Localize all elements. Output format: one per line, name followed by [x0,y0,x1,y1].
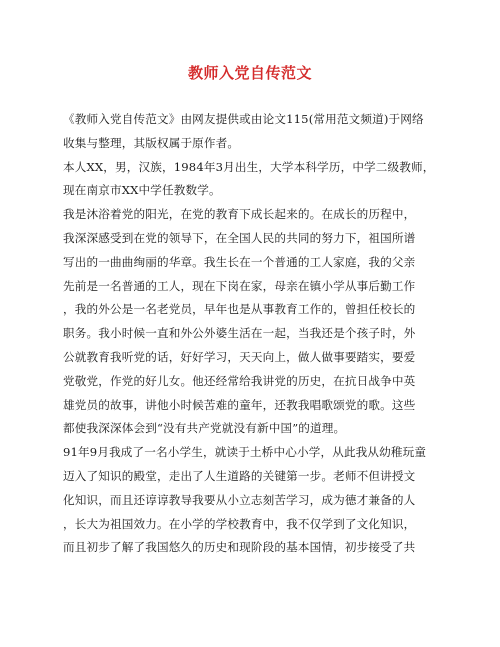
text-line: 而且初步了解了我国悠久的历史和现阶段的基本国情，初步接受了共 [63,540,416,555]
paragraph [63,156,443,204]
text-line: 迈入了知识的殿堂，走出了人生道路的关键第一步。老师不但讲授文 [63,468,416,483]
document-body [63,108,443,560]
text-line: 化知识，而且还谆谆教导我要从小立志刻苦学习，成为德才兼备的人 [63,492,416,507]
text-line: 公就教育我听党的话，好好学习，天天向上，做人做事要踏实，要爱 [63,349,416,364]
text-line: 本人XX，男，汉族，1984年3月出生，大学本科学历，中学二级教师， [63,159,435,174]
document-title: 教师入党自传范文 [187,64,312,82]
text-line: 职务。我小时候一直和外公外婆生活在一起，当我还是个孩子时，外 [63,326,416,341]
text-line: 《教师入党自传范文》由网友提供或由论文115(常用范文频道)于网络 [63,112,424,126]
text-line: 党敬党，作党的好儿女。他还经常给我讲党的历史，在抗日战争中英 [63,373,416,388]
text-line: ，长大为祖国效力。在小学的学校教育中，我不仅学到了文化知识， [63,516,416,531]
text-line: 收集与整理，其版权属于原作者。 [63,135,240,150]
text-line: 我是沐浴着党的阳光，在党的教育下成长起来的。在成长的历程中， [63,207,416,222]
text-line: 先前是一名普通的工人，现在下岗在家，母亲在镇小学从事后勤工作 [63,278,416,293]
text-line: 我深深感受到在党的领导下，在全国人民的共同的努力下，祖国所谱 [63,230,416,245]
text-line: 都使我深深体会到“没有共产党就没有新中国”的道理。 [63,421,346,436]
paragraph [63,108,443,156]
text-line: 雄党员的故事，讲他小时候苦难的童年，还教我唱歌颂党的歌。这些 [63,397,416,412]
paragraph [63,203,443,441]
text-line: ，我的外公是一名老党员，早年也是从事教育工作的，曾担任校长的 [63,302,416,317]
text-line: 91年9月我成了一名小学生，就读于土桥中心小学，从此我从幼稚玩童 [63,445,427,460]
text-line: 现在南京市XX中学任教数学。 [63,183,221,198]
text-line: 写出的一曲曲绚丽的华章。我生长在一个普通的工人家庭，我的父亲 [63,254,416,269]
paragraph [63,441,443,560]
